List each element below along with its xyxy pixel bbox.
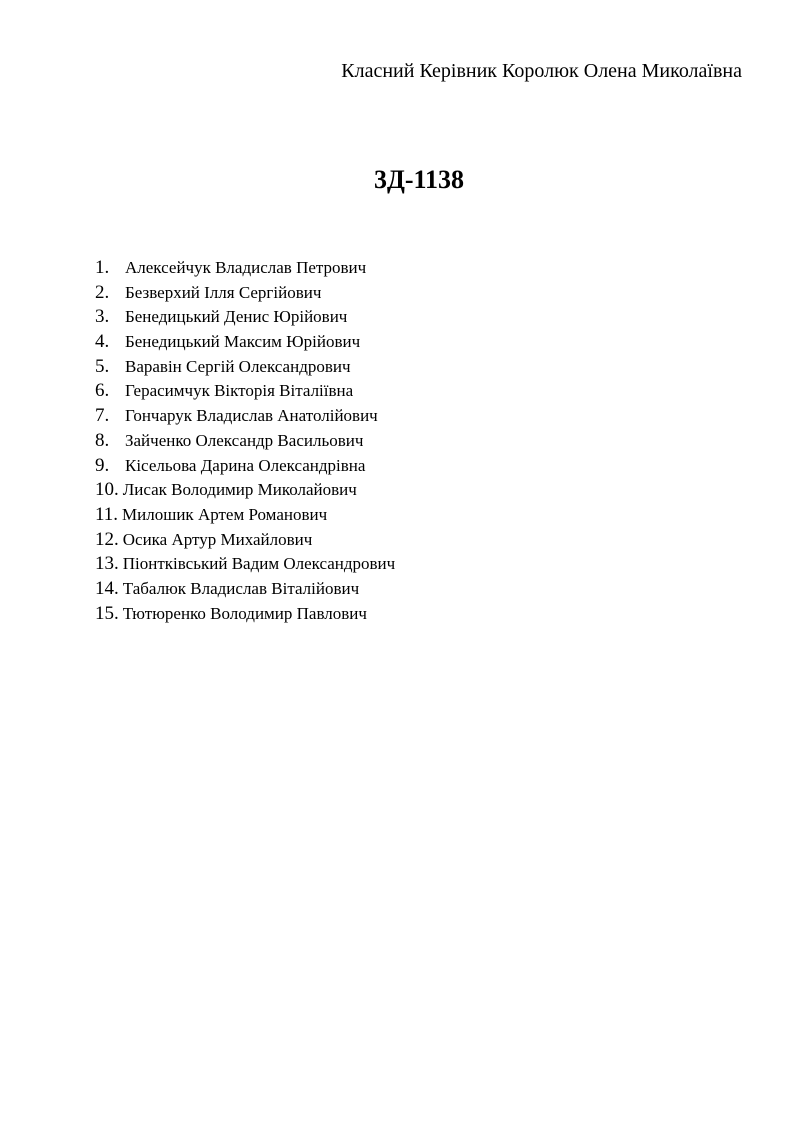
student-name: Герасимчук Вікторія Віталіївна <box>125 381 354 401</box>
student-name: Табалюк Владислав Віталійович <box>122 578 360 598</box>
student-list-item <box>95 578 395 603</box>
student-list-item <box>95 405 395 430</box>
student-number: 2. <box>95 281 110 303</box>
group-title: 3Д-1138 <box>373 165 465 194</box>
class-teacher-line: Класний Керівник Королюк Олена Миколаївна <box>341 60 742 82</box>
student-number: 6. <box>95 380 110 402</box>
student-list-item <box>95 479 395 504</box>
student-number: 1. <box>95 257 110 278</box>
student-list <box>95 257 395 627</box>
student-list-item <box>95 356 395 381</box>
student-list-item <box>95 331 395 356</box>
student-name: Алексейчук Владислав Петрович <box>125 258 367 277</box>
student-name: Кісельова Дарина Олександрівна <box>125 455 366 475</box>
student-number: 5. <box>95 355 110 377</box>
student-list-item <box>95 306 395 331</box>
student-number: 12. <box>95 528 119 550</box>
student-name: Лисак Володимир Миколайович <box>122 480 357 500</box>
student-number: 4. <box>95 331 110 353</box>
student-name: Варавін Сергій Олександрович <box>125 356 351 376</box>
student-list-item <box>95 380 395 405</box>
student-list-item <box>95 529 395 554</box>
student-name: Піонтківський Вадим Олександрович <box>122 554 396 574</box>
student-number: 3. <box>95 306 110 328</box>
student-list-item <box>95 553 395 578</box>
student-number: 7. <box>95 405 110 427</box>
student-number: 8. <box>95 429 110 451</box>
student-number: 13. <box>95 553 119 575</box>
student-number: 9. <box>95 454 110 476</box>
student-number: 10. <box>95 479 119 501</box>
student-name: Бенедицький Денис Юрійович <box>125 307 348 327</box>
student-list-item <box>95 430 395 455</box>
student-name: Милошик Артем Романович <box>122 504 328 524</box>
student-list-item <box>95 603 395 628</box>
student-list-item <box>95 504 395 529</box>
student-number: 15. <box>95 602 119 624</box>
student-name: Зайченко Олександр Васильович <box>125 430 364 450</box>
student-list-item <box>95 455 395 480</box>
student-list-item <box>95 257 395 282</box>
student-name: Бенедицький Максим Юрійович <box>125 332 361 352</box>
student-name: Тютюренко Володимир Павлович <box>122 603 367 623</box>
student-name: Безверхий Ілля Сергійович <box>125 282 322 302</box>
student-name: Осика Артур Михайлович <box>122 529 313 549</box>
student-name: Гончарук Владислав Анатолійович <box>125 406 378 426</box>
student-number: 11. <box>95 503 119 525</box>
student-list-item <box>95 282 395 307</box>
student-number: 14. <box>95 577 119 599</box>
